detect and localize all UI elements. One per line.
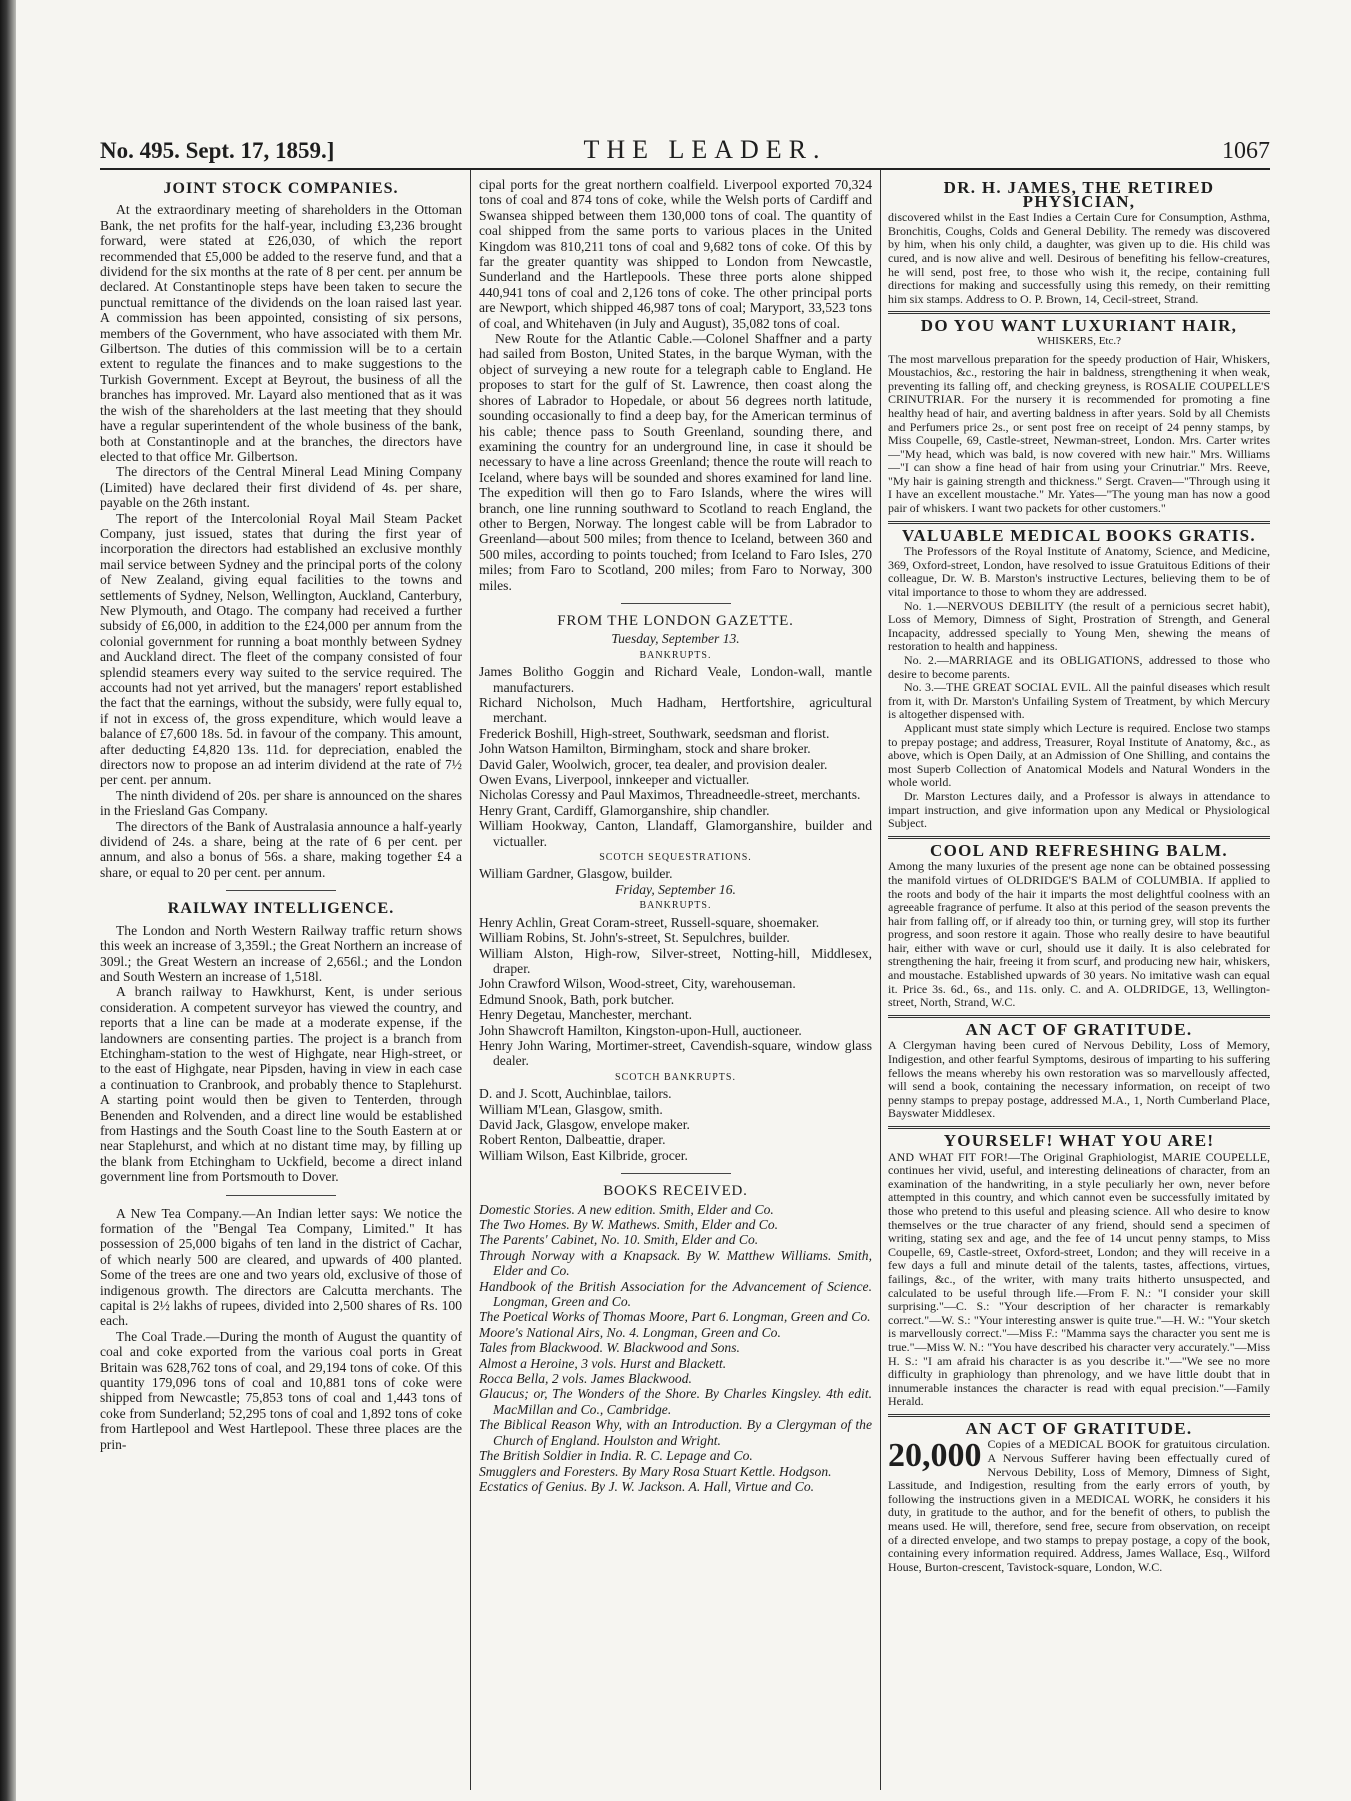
section-heading: RAILWAY INTELLIGENCE. (167, 900, 395, 918)
column-3-advertisements (888, 177, 1270, 1787)
date-line: Tuesday, September 13. (611, 631, 740, 647)
list-item: Nicholas Coressy and Paul Maximos, Threadneedle-street, merchants. (479, 787, 861, 803)
ad-large-number: 20,000 (888, 1437, 982, 1475)
list-item: Henry Achlin, Great Coram-street, Russell-square, shoemaker. (479, 914, 820, 930)
paragraph: cipal ports for the great northern coalfield. Liverpool exported 70,324 tons of coal and 874 tons of coke, while the Welsh ports of Cardiff and Swansea shipped between them 130,000 tons of coal. The quantity of coal shipped from the same ports to various places in the United Kingdom was 810,211 tons of coal and 9,682 tons of coke. Of this by far the greater quantity was shipped to London from Newcastle, Sunderland and the Hartlepools. These three ports alone shipped 440,941 tons of coal and 2,126 tons of coke. The other principal ports are Newport, which shipped 46,987 tons of coal; Maryport, 33,523 tons of coal, and Whitehaven (in July and August), 35,082 tons of coal. (479, 177, 872, 331)
ad-heading: YOURSELF! WHAT YOU ARE! (943, 1131, 1215, 1150)
list-item: William Hookway, Canton, Llandaff, Glamorganshire, builder and victualler. (479, 818, 872, 849)
list-item: David Galer, Woolwich, grocer, tea dealer, and provision dealer. (479, 756, 828, 772)
ad-subheading: WHISKERS, Etc.? (1036, 334, 1121, 347)
list-item: John Crawford Wilson, Wood-street, City, warehouseman. (479, 976, 796, 992)
page-number: 1067 (1222, 138, 1270, 164)
masthead (100, 135, 1270, 168)
divider (226, 1195, 336, 1196)
ad-text: A Clergyman having been cured of Nervous Debility, Loss of Memory, Indigestion, and other fearful Symptoms, desirous of imparting to his suffering fellows the means whereby his own restoration was so marvellously affected, will send a book, containing the necessary information, on receipt of two penny stamps to prepay postage, addressed M.A., 1, North Cumberland Place, Bayswater Middlesex. (888, 1038, 1270, 1121)
subheading: SCOTCH SEQUESTRATIONS. (599, 852, 752, 864)
divider (888, 1414, 1270, 1417)
column-2 (479, 177, 872, 1787)
column-rule (880, 170, 881, 1790)
paragraph: A branch railway to Hawkhurst, Kent, is under serious consideration. A competent surveyor has viewed the country, and reports that a line can be made at a moderate expense, if the landowners are consenting parties. The project is a branch from Etchingham-station to the west of Highgate, near High-street, or to the east of Highgate, near Pipsden, having in view in each case a continuation to Cranbrook, and probably thence to Staplehurst. A starting point would then be given to Tenterden, through Benenden and Rolvenden, and a direct line would be established from Hastings and the South Coast line to the South Eastern at or near Staplehurst, and which at no distant time may, by filling up the blank from Etchingham to Uckfield, become a direct inland government line from Portsmouth to Dover. (100, 984, 462, 1185)
date-line: Friday, September 16. (615, 881, 736, 897)
ad-text: Dr. Marston Lectures daily, and a Professor is always in attendance to impart instruction, and give information upon any Medical or Physiological Subject. (888, 788, 1270, 831)
list-item: Edmund Snook, Bath, pork butcher. (479, 991, 675, 1007)
list-item: Moore's National Airs, No. 4. Longman, Green and Co. (479, 1324, 781, 1340)
list-item: Robert Renton, Dalbeattie, draper. (479, 1132, 666, 1148)
list-item: William Wilson, East Kilbride, grocer. (479, 1147, 688, 1163)
list-item: David Jack, Glasgow, envelope maker. (479, 1116, 690, 1132)
ad-text: No. 2.—MARRIAGE and its OBLIGATIONS, addressed to those who desire to become parents. (888, 653, 1270, 681)
paragraph: The directors of the Bank of Australasia announce a half-yearly dividend of 24s. a share, being at the rate of 6 per cent. per annum, and also a bonus of 56s. a share, making together £4 a share, or equal to 20 per cent. per annum. (100, 818, 462, 880)
section-heading: FROM THE LONDON GAZETTE. (557, 612, 794, 629)
divider (621, 1173, 731, 1174)
divider (888, 1015, 1270, 1018)
ad-text: No. 3.—THE GREAT SOCIAL EVIL. All the painful diseases which result from it, with Dr. Marston's Unfailing System of Treatment, by which Mercury is altogether dispensed with. (888, 680, 1270, 722)
section-heading: BOOKS RECEIVED. (603, 1183, 748, 1200)
divider (621, 603, 731, 604)
divider (888, 836, 1270, 839)
issue-number: No. 495. Sept. 17, 1859.] (100, 138, 335, 163)
ad-text: The most marvellous preparation for the speedy production of Hair, Whiskers, Moustachios, &c., restoring the hair in baldness, strengthening it when weak, preventing its falling off, and checking greyness, is ROSALIE COUPELLE'S CRINUTRIAR. For the nursery it is recommended for promoting a fine healthy head of hair, and averting baldness in after years. Sold by all Chemists and Perfumers price 2s., or sent post free on receipt of 24 penny stamps, by Miss Coupelle, 69, Castle-street, Newman-street, London. Mrs. Carter writes—"My head, which was bald, is now covered with new hair." Mrs. Williams—"I can show a fine head of hair from using your Crinutriar." Mrs. Reeve, "My hair is gaining strength and thickness." Sergt. Craven—"Through using it I have an excellent moustache." Mr. Yates—"The young man has now a good pair of whiskers. I want two packets for other customers." (888, 351, 1270, 516)
list-item: The Biblical Reason Why, with an Introduction. By a Clergyman of the Church of England. Houlston and Wright. (479, 1417, 872, 1448)
column-rule (470, 170, 471, 1790)
divider (888, 521, 1270, 524)
list-item: Ecstatics of Genius. By J. W. Jackson. A. Hall, Virtue and Co. (479, 1478, 815, 1494)
list-item: Owen Evans, Liverpool, innkeeper and victualler. (479, 772, 750, 788)
list-item: James Bolitho Goggin and Richard Veale, London-wall, mantle manufacturers. (479, 664, 872, 695)
ad-heading: COOL AND REFRESHING BALM. (930, 840, 1228, 860)
ad-text: Copies of a MEDICAL BOOK for gratuitous circulation. A Nervous Sufferer having been effectually cured of Nervous Debility, Loss of Memory, Dimness of Sight, Lassitude, and Indigestion, resulting from the early errors of youth, by following the instructions given in a MEDICAL WORK, he considers it his duty, in gratitude to the author, and for the benefit of others, to publish the means used. He will, therefore, send free, secure from observation, on receipt of a directed envelope, and two stamps to prepay postage, a copy of the book, containing every information required. Address, James Wallace, Esq., Wilford House, Burton-crescent, Tavistock-square, London, W.C. (888, 1437, 1270, 1574)
gazette-list-2 (479, 915, 872, 1069)
masthead-rule (100, 168, 1270, 170)
list-item: The Two Homes. By W. Mathews. Smith, Elder and Co. (479, 1217, 779, 1232)
list-item: Domestic Stories. A new edition. Smith, Elder and Co. (479, 1201, 774, 1217)
newspaper-title: THE LEADER. (583, 135, 827, 164)
list-item: Henry John Waring, Mortimer-street, Cavendish-square, window glass dealer. (479, 1037, 872, 1069)
ad-text: discovered whilst in the East Indies a Certain Cure for Consumption, Asthma, Bronchitis, Coughs, Colds and General Debility. The remedy was discovered by him, when his only child, a daughter, was given up to die. His child was cured, and is now alive and well. Desirous of benefiting his fellow-creatures, he will send, post free, to those who wish it, the recipe, containing full directions for making and successfully using this remedy, on their remitting him six stamps. Address to O. P. Brown, 14, Cecil-street, Strand. (888, 210, 1270, 306)
list-item: Tales from Blackwood. W. Blackwood and Sons. (479, 1340, 740, 1356)
binding-spine (0, 0, 16, 1801)
gazette-list-3 (479, 1086, 872, 1163)
paragraph: The London and North Western Railway traffic return shows this week an increase of 3,359l.; the Great Northern an increase of 309l.; the Great Western an increase of 2,656l.; and the London and South Western an increase of 1,518l. (100, 922, 462, 984)
list-item: Rocca Bella, 2 vols. James Blackwood. (479, 1371, 692, 1387)
ad-heading: AN ACT OF GRATITUDE. (965, 1019, 1193, 1039)
ad-heading: DO YOU WANT LUXURIANT HAIR, (920, 316, 1238, 336)
list-item: The British Soldier in India. R. C. Lepage and Co. (479, 1448, 753, 1464)
list-item: William Robins, St. John's-street, St. Sepulchres, builder. (479, 930, 790, 946)
paragraph: The ninth dividend of 20s. per share is announced on the shares in the Friesland Gas Company. (100, 787, 462, 819)
divider (888, 311, 1270, 314)
list-item: John Shawcroft Hamilton, Kingston-upon-Hull, auctioneer. (479, 1022, 802, 1038)
divider (888, 1126, 1270, 1129)
column-1 (100, 177, 462, 1787)
paragraph: A New Tea Company.—An Indian letter says: We notice the formation of the "Bengal Tea Company, Limited." It has possession of 25,000 bigahs of ten land in the district of Cachar, of which nearly 500 are cleared, and upwards of 400 planted. Some of the trees are one and two years old, exclusive of those of indigenous growth. The directors are Calcutta merchants. The capital is 2½ lakhs of rupees, divided into 2,500 shares of Rs. 100 each. (100, 1205, 462, 1329)
ad-heading: AN ACT OF GRATITUDE. (965, 1418, 1193, 1438)
list-item: Richard Nicholson, Much Hadham, Hertfortshire, agricultural merchant. (479, 695, 872, 726)
list-item: Henry Grant, Cardiff, Glamorganshire, ship chandler. (479, 802, 770, 818)
divider (226, 890, 336, 891)
list-item: The Parents' Cabinet, No. 10. Smith, Elder and Co. (479, 1232, 759, 1248)
gazette-list-1 (479, 664, 872, 849)
subheading: BANKRUPTS. (639, 900, 712, 912)
list-item: William M'Lean, Glasgow, smith. (479, 1101, 663, 1117)
ad-text: The Professors of the Royal Institute of Anatomy, Science, and Medicine, 369, Oxford-street, London, have resolved to issue Gratuitous Editions of their colleague, Dr. W. B. Marston's instructive Lectures, believing them to be of vital importance to those to whom they are addressed. (888, 544, 1270, 600)
list-item: William Alston, High-row, Silver-street, Notting-hill, Middlesex, draper. (479, 945, 872, 976)
paragraph: The report of the Intercolonial Royal Mail Steam Packet Company, just issued, states that during the first year of incorporation the directors had established an exclusive monthly mail service between Sydney and the principal ports of the colony of New Zealand, giving equal facilities to the towns and settlements of Sydney, Nelson, Wellington, Auckland, Canterbury, New Plymouth, and Otago. The company had received a further subsidy of £6,000, in addition to the £24,000 per annum from the colonial government for running a boat monthly between Sydney and Auckland direct. The fleet of the company consisted of four splendid steamers every way suited to the service required. The accounts had not yet arrived, but the managers' report established the fact that the earnings, without the subsidy, were fully equal to, if not in excess of, the gross expenditure, which would leave a balance of £7,600 18s. 5d. in favour of the company. This amount, after deducting £4,820 13s. 11d. for depreciation, enabled the directors now to propose an ad interim dividend at the rate of 7½ per cent. per annum. (100, 510, 462, 788)
list-item: Through Norway with a Knapsack. By W. Matthew Williams. Smith, Elder and Co. (479, 1247, 872, 1279)
list-item: Henry Degetau, Manchester, merchant. (479, 1007, 693, 1023)
paragraph: The directors of the Central Mineral Lead Mining Company (Limited) have declared their first dividend of 4s. per share, payable on the 26th instant. (100, 464, 462, 511)
subheading: SCOTCH BANKRUPTS. (615, 1071, 736, 1083)
books-list (479, 1202, 872, 1495)
paragraph: At the extraordinary meeting of shareholders in the Ottoman Bank, the net profits for the half-year, including £3,236 brought forward, were stated at £26,030, of which the report recommended that £5,000 be added to the reserve fund, and that a dividend for the six months at the rate of 8 per cent. per annum be declared. At Constantinople steps have been taken to secure the punctual remittance of the dividends on the loan raised last year. A commission has been appointed, consisting of six persons, members of the Government, who have associated with them Mr. Gilbertson. The duties of this commission will be to a certain extent to regulate the finances and to make suggestions to the Turkish Government. Except at Beyrout, the business of all the branches has improved. Mr. Layard also mentioned that as it was the wish of the shareholders at the last meeting that they should have a regular superintendent of the whole business of the bank, both at Constantinople and at the branches, the directors have elected to that office Mr. Gilbertson. (100, 202, 462, 464)
ad-text: AND WHAT FIT FOR!—The Original Graphiologist, MARIE COUPELLE, continues her vivid, useful, and interesting delineations of character, from an examination of the handwriting, in a style peculiarly her own, never before attempted in this country, and which cannot even be successfully imitated by those who pretend to this useful and pleasing science. All who desire to know themselves or the true character of any friend, should send a specimen of writing, stating sex and age, and the fee of 14 uncut penny stamps, to Miss Coupelle, 69, Castle-street, Oxford-street, London; and they will receive in a few days a full and minute detail of the talents, tastes, affections, virtues, failings, &c., of the writer, with many traits hitherto unsuspected, and calculated to be useful through life.—From F. N.: "I consider your skill surprising."—C. S.: "Your description of her character is remarkably correct."—W. S.: "Your interesting answer is quite true."—H. W.: "Your sketch is marvellously correct."—Miss F.: "Mamma says the character you sent me is true."—Miss W. N.: "You have described his character very accurately."—Miss H. S.: "I am afraid his character is as you describe it."—"We see no more difficulty in graphiology than phrenology, and we have little doubt that in innumerable instances the character is read with equal precision."—Family Herald. (888, 1149, 1270, 1409)
list-item: Smugglers and Foresters. By Mary Rosa Stuart Kettle. Hodgson. (479, 1463, 832, 1479)
subheading: BANKRUPTS. (639, 649, 712, 661)
list-item: Glaucus; or, The Wonders of the Shore. By Charles Kingsley. 4th edit. MacMillan and Co., Cambridge. (479, 1386, 872, 1417)
list-item: Handbook of the British Association for the Advancement of Science. Longman, Green and Co. (479, 1278, 872, 1310)
ad-heading: VALUABLE MEDICAL BOOKS GRATIS. (902, 525, 1256, 545)
list-item: D. and J. Scott, Auchinblae, tailors. (479, 1086, 672, 1102)
list-item: The Poetical Works of Thomas Moore, Part 6. Longman, Green and Co. (479, 1309, 871, 1325)
ad-text: No. 1.—NERVOUS DEBILITY (the result of a pernicious secret habit), Loss of Memory, Dimness of Sight, Prostration of Strength, and General Incapacity, addressed specially to Young Men, shewing the means of restoration to health and happiness. (888, 598, 1270, 654)
ad-heading: DR. H. JAMES, THE RETIRED PHYSICIAN, (943, 178, 1215, 211)
list-item: William Gardner, Glasgow, builder. (479, 866, 673, 882)
ad-text: Applicant must state simply which Lecture is required. Enclose two stamps to prepay postage; and address, Treasurer, Royal Institute of Anatomy, &c., as above, which is Open Daily, at an Admission of One Shilling, and contains the most Superb Collection of Anatomical Models and Natural Wonders in the whole world. (888, 720, 1270, 790)
list-item: John Watson Hamilton, Birmingham, stock and share broker. (479, 741, 811, 757)
paragraph: New Route for the Atlantic Cable.—Colonel Shaffner and a party had sailed from Boston, United States, in the barque Wyman, with the object of surveying a new route for a telegraph cable to England. He proposes to start for the gulf of St. Lawrence, then coast along the shores of Labrador to Hopedale, or about 56 degrees north latitude, sounding occasionally to find a deep bay, for the American terminus of his cable; thence pass to South Greenland, sounding there, and examining the country for an underground line, in case it should be necessary to have a line across Greenland; thence the route will reach to Iceland, where bays will be sounded and shores examined for land line. The expedition will then go to Faro Islands, where the wires will branch, one line running southward to Scotland to reach England, the other to Bergen, Norway. The longest cable will be from Labrador to Greenland—about 500 miles; from thence to Iceland, between 360 and 500 miles, according to points touched; from Iceland to Faro Isles, 270 miles; from Faro to Scotland, 200 miles; from Faro to Norway, 300 miles. (479, 331, 872, 593)
ad-text: Among the many luxuries of the present age none can be obtained possessing the manifold virtues of OLDRIDGE'S BALM of COLUMBIA. If applied to the roots and body of the hair it imparts the most delightful coolness with an agreeable fragrance of perfume. It also at this period of the season prevents the hair from falling off, or if already too thin, or turning grey, will stop its further progress, and soon restore it again. Those who really desire to have beautiful hair, either with wave or curl, should use it daily. It is also celebrated for strengthening the hair, freeing it from scurf, and producing new hair, whiskers, and moustache. Established upwards of 30 years. No imitative wash can equal it. Price 3s. 6d., 6s., and 11s. only. C. and A. OLDRIDGE, 13, Wellington-street, North, Strand, W.C. (888, 859, 1270, 1010)
section-heading: JOINT STOCK COMPANIES. (163, 180, 399, 197)
list-item: Frederick Boshill, High-street, Southwark, seedsman and florist. (479, 725, 830, 741)
paragraph: The Coal Trade.—During the month of August the quantity of coal and coke exported from the various coal ports in Great Britain was 628,762 tons of coal, and 29,194 tons of coke. Of this quantity 179,096 tons of coal and 10,881 tons of coke were shipped from Newcastle; 75,853 tons of coal and 1,443 tons of coke from Sunderland; 52,295 tons of coal and 1,892 tons of coke from Hartlepool and West Hartlepool. These three places are the prin- (100, 1328, 462, 1452)
list-item: Almost a Heroine, 3 vols. Hurst and Blackett. (479, 1355, 727, 1371)
